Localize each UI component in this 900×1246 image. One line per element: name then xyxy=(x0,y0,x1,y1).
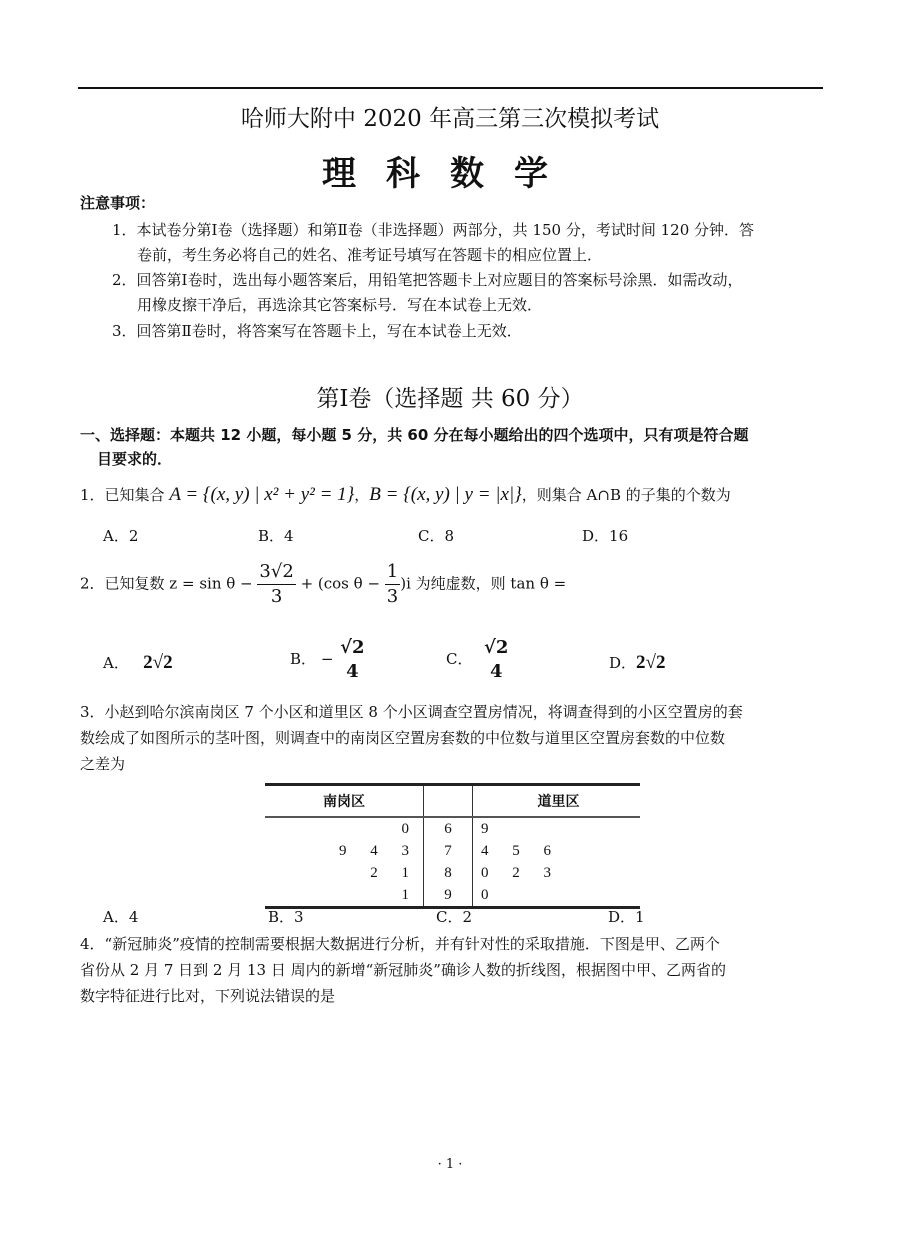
denominator: 4 xyxy=(489,661,503,682)
q3-option-d: D．1 xyxy=(608,908,645,926)
question-3-line: 数绘成了如图所示的茎叶图，则调查中的南岗区空置房套数的中位数与道里区空置房套数的中位数 xyxy=(80,729,726,747)
right-header: 道里区 xyxy=(473,785,641,818)
left-leaves: 0 xyxy=(265,817,424,840)
notes-heading: 注意事项： xyxy=(80,194,156,212)
stem: 8 xyxy=(424,862,473,884)
stem-leaf-table xyxy=(265,783,640,909)
q2-fraction-2 xyxy=(385,560,400,609)
question-2 xyxy=(80,560,566,609)
right-leaves: 9 xyxy=(481,820,499,837)
q1-option-d: D．16 xyxy=(582,527,629,545)
q1-option-b: B．4 xyxy=(258,527,294,545)
stem: 9 xyxy=(424,884,473,908)
subject-title: 理科数学 xyxy=(322,154,578,194)
stem: 7 xyxy=(424,840,473,862)
option-value: 2√2 xyxy=(143,652,173,673)
page-number: · 1 · xyxy=(437,1157,463,1172)
q2-prefix: 2．已知复数 z = sin θ − xyxy=(80,574,253,593)
left-header: 南岗区 xyxy=(265,785,424,818)
numerator: √2 xyxy=(340,637,365,658)
section-intro-cont: 目要求的． xyxy=(97,450,173,468)
q2-suffix: )i 为纯虚数，则 tan θ = xyxy=(400,574,567,593)
numerator: 1 xyxy=(385,560,400,585)
stem-header xyxy=(424,785,473,818)
option-sign: − xyxy=(320,650,334,668)
option-label: C． xyxy=(446,650,473,668)
question-3-line: 3．小赵到哈尔滨南岗区 7 个小区和道里区 8 个小区调查空置房情况，将调查得到的小区空置房的套 xyxy=(80,703,743,721)
note-item: 2．回答第Ⅰ卷时，选出每小题答案后，用铅笔把答题卡上对应题目的答案标号涂黑．如需改动， xyxy=(112,271,743,289)
question-4-line: 数字特征进行比对，下列说法错误的是 xyxy=(80,987,336,1005)
section-title: 第Ⅰ卷（选择题 共 60 分） xyxy=(316,386,584,412)
right-leaves: 0 2 3 xyxy=(481,864,561,881)
left-leaves: 1 xyxy=(265,884,424,908)
denominator: 4 xyxy=(346,661,359,682)
section-intro: 一、选择题：本题共 12 小题，每小题 5 分，共 60 分在每小题给出的四个选项中，只有项是符合题 xyxy=(80,426,749,444)
question-3-line: 之差为 xyxy=(80,755,126,773)
q2-mid: + (cos θ − xyxy=(300,574,381,593)
option-fraction xyxy=(338,636,366,684)
q3-option-b: B．3 xyxy=(268,908,304,926)
q2-option-b xyxy=(290,636,367,684)
q2-option-c xyxy=(446,636,510,684)
q2-fraction-1 xyxy=(257,560,295,609)
q2-option-a xyxy=(103,652,173,674)
note-item: 卷前，考生务必将自己的姓名、准考证号填写在答题卡的相应位置上． xyxy=(137,246,603,264)
q1-option-c: C．8 xyxy=(418,527,455,545)
table-row xyxy=(265,817,640,840)
top-rule xyxy=(78,87,823,89)
q1-set-a: A = {(x, y) | x² + y² = 1} xyxy=(169,484,355,505)
q2-option-d xyxy=(609,652,665,674)
denominator: 3 xyxy=(270,586,283,607)
option-value: 2√2 xyxy=(636,652,666,673)
note-item: 1．本试卷分第Ⅰ卷（选择题）和第Ⅱ卷（非选择题）两部分，共 150 分，考试时间 120 分钟．答 xyxy=(112,221,755,239)
question-1 xyxy=(80,484,731,506)
q1-suffix: ，则集合 A∩B 的子集的个数为 xyxy=(521,486,731,504)
denominator: 3 xyxy=(386,586,399,607)
question-4-line: 4．“新冠肺炎”疫情的控制需要根据大数据进行分析，并有针对性的采取措施．下图是甲、乙两个 xyxy=(80,935,720,953)
option-fraction xyxy=(482,636,510,684)
note-item: 用橡皮擦干净后，再选涂其它答案标号．写在本试卷上无效． xyxy=(137,296,543,314)
right-leaves: 4 5 6 xyxy=(481,842,561,859)
table-row xyxy=(265,840,640,862)
option-label: D． xyxy=(609,654,637,672)
q1-prefix: 1．已知集合 xyxy=(80,486,170,504)
numerator: √2 xyxy=(484,637,509,658)
stem: 6 xyxy=(424,817,473,840)
numerator: 3√2 xyxy=(257,560,295,585)
question-4-line: 省份从 2 月 7 日到 2 月 13 日 周内的新增“新冠肺炎”确诊人数的折线图，根据图中甲、乙两省的 xyxy=(80,961,726,979)
exam-title: 哈师大附中 2020 年高三第三次模拟考试 xyxy=(240,106,660,132)
option-label: A． xyxy=(103,654,129,672)
q1-option-a: A．2 xyxy=(103,527,139,545)
q1-sep: ， xyxy=(354,486,370,504)
q1-set-b: B = {(x, y) | y = |x|} xyxy=(369,484,522,505)
left-leaves: 9 4 3 xyxy=(265,840,424,862)
q3-option-c: C．2 xyxy=(436,908,473,926)
option-label: B． xyxy=(290,650,317,668)
left-leaves: 2 1 xyxy=(265,862,424,884)
q3-option-a: A．4 xyxy=(103,908,139,926)
table-row xyxy=(265,884,640,908)
note-item: 3．回答第Ⅱ卷时，将答案写在答题卡上，写在本试卷上无效． xyxy=(112,322,522,340)
table-row xyxy=(265,862,640,884)
right-leaves: 0 xyxy=(473,884,641,908)
